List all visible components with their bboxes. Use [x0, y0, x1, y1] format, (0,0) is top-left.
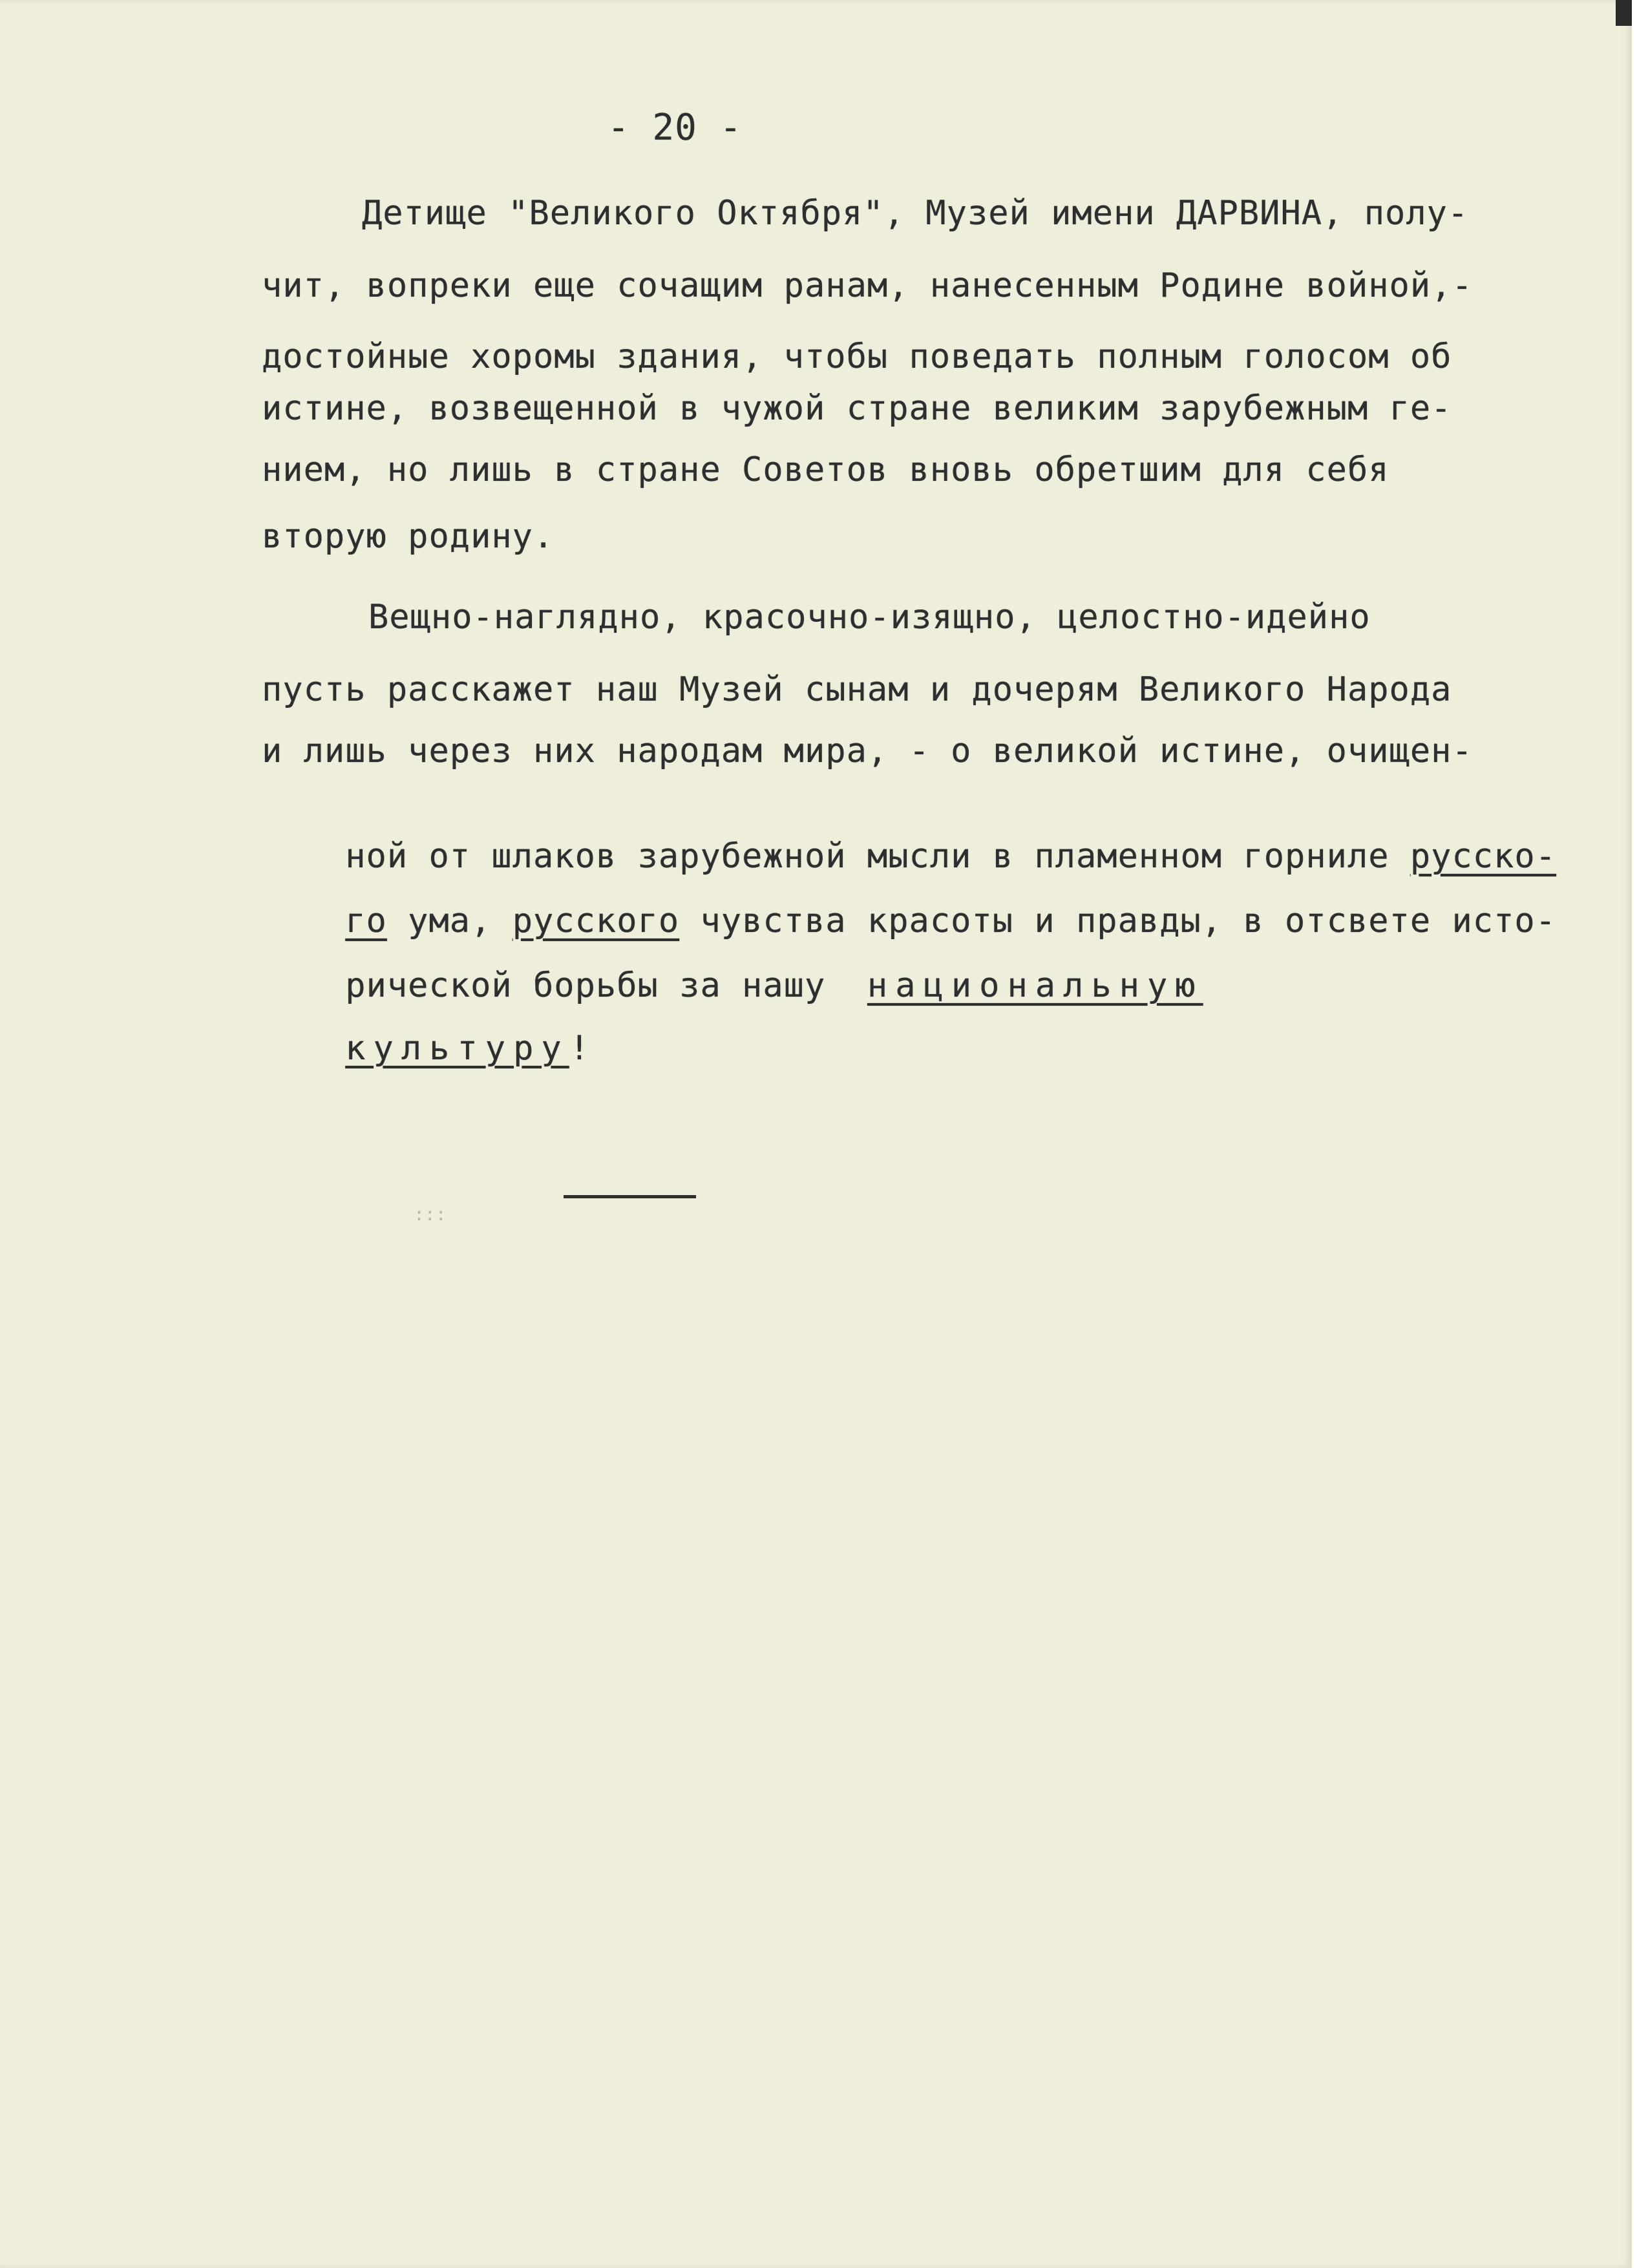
line5-text-a: ума,	[386, 902, 512, 940]
line4-text: ной от шлаков зарубежной мысли в пламенном горниле	[345, 837, 1410, 876]
paragraph1-line3: достойные хоромы здания, чтобы поведать полным голосом об	[262, 337, 1452, 376]
paragraph2-line3: и лишь через них народам мира, - о великой истине, очищен-	[262, 732, 1473, 770]
paragraph2-line1: Вещно-наглядно, красочно-изящно, целостно-идейно	[368, 598, 1371, 637]
paragraph1-line1: Детище "Великого Октября", Музей имени ДАРВИНА, полу-	[362, 194, 1469, 233]
underlined-russko: русско-	[1410, 837, 1557, 876]
line5-text-b: чувства красоты и правды, в отсвете исто-	[679, 902, 1557, 940]
underlined-russkogo: русского	[512, 902, 680, 940]
underlined-natsionalnuyu: национальную	[867, 966, 1203, 1005]
faint-dots: :::	[414, 1203, 447, 1225]
underlined-go: го	[345, 902, 387, 940]
paragraph2-line2: пусть расскажет наш Музей сынам и дочерям Великого Народа	[262, 670, 1452, 709]
line6-text: рической борьбы за нашу	[345, 966, 867, 1005]
page-number: - 20 -	[607, 107, 743, 149]
paragraph1-line2: чит, вопреки еще сочащим ранам, нанесенным Родине войной,-	[262, 266, 1473, 305]
paragraph1-line5: нием, но лишь в стране Советов вновь обретшим для себя	[262, 450, 1389, 489]
paragraph2-line7	[262, 990, 590, 1107]
paragraph1-line4: истине, возвещенной в чужой стране великим зарубежным ге-	[262, 389, 1452, 428]
paragraph1-line6: вторую родину.	[262, 517, 555, 556]
underlined-kulturu: культуру	[345, 1029, 569, 1068]
scan-edge	[1616, 0, 1632, 26]
exclamation: !	[569, 1029, 590, 1068]
closing-rule	[564, 1195, 696, 1198]
